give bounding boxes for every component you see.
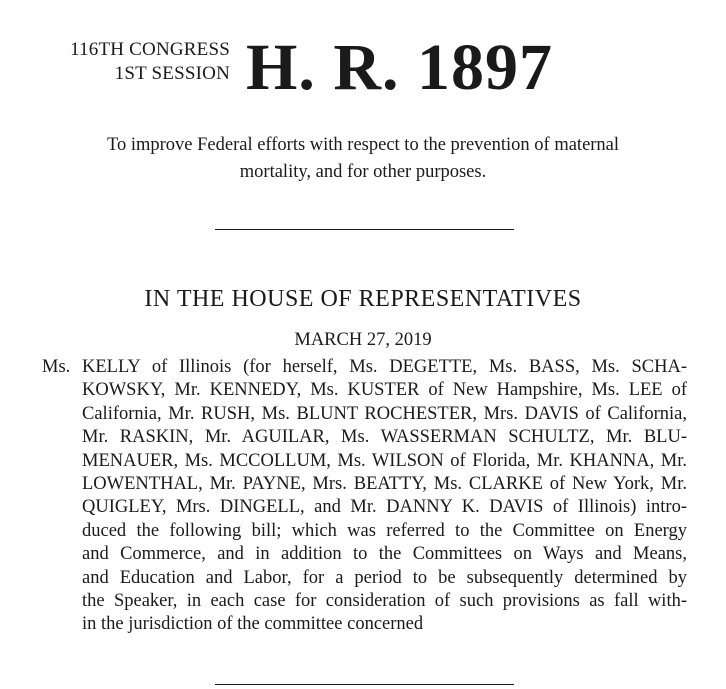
- intro-line: KOWSKY, Mr. KENNEDY, Ms. KUSTER of New Hampshire, Ms. LEE of: [82, 380, 687, 401]
- intro-line: MENAUER, Ms. MCCOLLUM, Ms. WILSON of Florida, Mr. KHANNA, Mr.: [82, 450, 687, 471]
- purpose-line-1: To improve Federal efforts with respect to the prevention of maternal: [106, 135, 620, 155]
- session-number: 1ST SESSION: [114, 63, 230, 84]
- intro-line: in the jurisdiction of the committee concerned: [82, 614, 424, 635]
- top-divider: [215, 229, 514, 230]
- intro-line: the Speaker, in each case for consideration of such provisions as fall with-: [82, 591, 687, 612]
- intro-line: duced the following bill; which was referred to the Committee on Energy: [82, 520, 687, 541]
- bottom-divider: [215, 684, 514, 685]
- purpose-line-2: mortality, and for other purposes.: [239, 162, 487, 182]
- chamber-heading: IN THE HOUSE OF REPRESENTATIVES: [144, 286, 582, 312]
- intro-line: California, Mr. RUSH, Ms. BLUNT ROCHESTER, Mrs. DAVIS of California,: [82, 403, 687, 424]
- bill-number: H. R. 1897: [246, 31, 553, 104]
- introduction-paragraph: [42, 356, 687, 637]
- introduction-date: MARCH 27, 2019: [294, 330, 432, 350]
- bill-purpose: [60, 132, 666, 186]
- intro-line: Mr. RASKIN, Mr. AGUILAR, Ms. WASSERMAN SCHULTZ, Mr. BLU-: [82, 427, 687, 448]
- congress-session-block: [34, 38, 230, 86]
- congress-number: 116TH CONGRESS: [70, 39, 230, 60]
- intro-line: LOWENTHAL, Mr. PAYNE, Mrs. BEATTY, Ms. CLARKE of New York, Mr.: [82, 474, 687, 495]
- intro-line: Ms. KELLY of Illinois (for herself, Ms. DEGETTE, Ms. BASS, Ms. SCHA-: [42, 357, 687, 377]
- intro-line: and Education and Labor, for a period to be subsequently determined by: [82, 567, 687, 588]
- intro-line: and Commerce, and in addition to the Committees on Ways and Means,: [82, 544, 687, 565]
- intro-line: QUIGLEY, Mrs. DINGELL, and Mr. DANNY K. DAVIS of Illinois) intro-: [82, 497, 687, 518]
